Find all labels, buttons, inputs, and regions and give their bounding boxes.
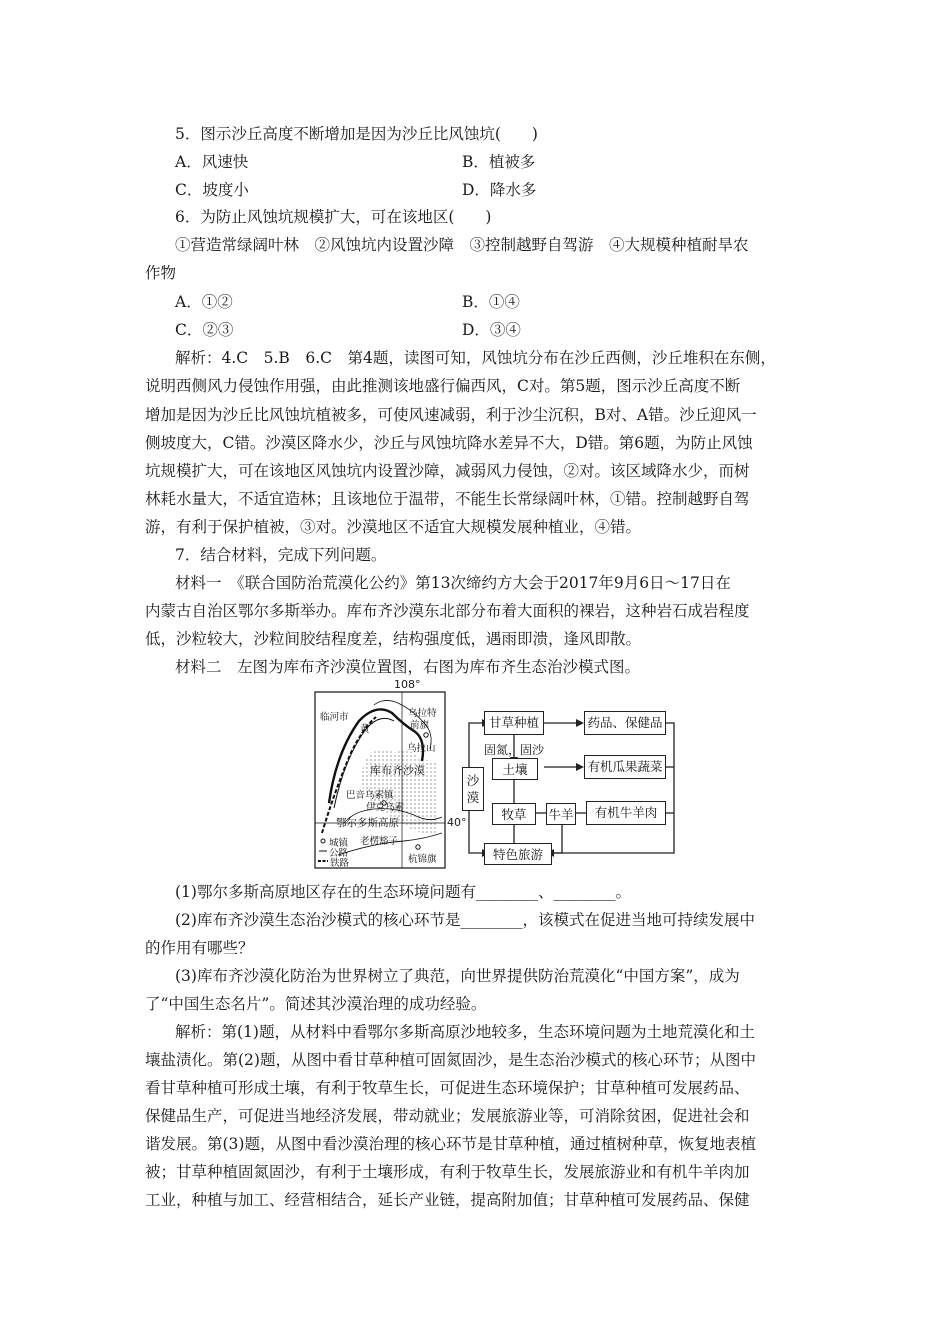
q5-option-a: A．风速快	[175, 153, 249, 171]
q5-option-c: C．坡度小	[175, 181, 249, 199]
q6-items: ①营造常绿阔叶林 ②风蚀坑内设置沙障 ③控制越野自驾游 ④大规模种植耐旱农	[175, 236, 749, 254]
town-dot	[416, 845, 420, 849]
analysis2-line: 壤盐渍化。第(2)题，从图中看甘草种植可固氮固沙，是生态治沙模式的核心环节；从图中	[145, 1051, 756, 1069]
q6-items-cont: 作物	[145, 264, 177, 282]
q7-sub2: (2)库布齐沙漠生态治沙模式的核心环节是________，该模式在促进当地可持续发展中	[175, 911, 755, 929]
lat-label: 40°	[447, 816, 467, 829]
q7-material2: 材料二 左图为库布齐沙漠位置图，右图为库布齐生态治沙模式图。	[175, 658, 641, 676]
figure	[314, 678, 694, 873]
flow-soil: 土壤	[492, 758, 538, 780]
map-place: 杭锦旗	[408, 854, 437, 865]
analysis2-line: 谐发展。第(3)题，从图中看沙漠治理的核心环节是甘草种植，通过植树种草，恢复地表植	[145, 1135, 756, 1153]
analysis2-line: 保健品生产，可促进当地经济发展，带动就业；发展旅游业等，可消除贫困，促进社会和	[145, 1107, 750, 1125]
town-dot	[424, 733, 428, 737]
analysis1-line: 说明西侧风力侵蚀作用强，由此推测该地盛行偏西风，C对。第5题，图示沙丘高度不断	[145, 377, 741, 395]
flow-forage: 牧草	[492, 803, 536, 825]
flow-medicine: 药品、保健品	[584, 711, 666, 735]
flow-meat: 有机牛羊肉	[586, 801, 666, 825]
flow-tourism: 特色旅游	[484, 843, 552, 865]
analysis1-line: 增加是因为沙丘比风蚀坑植被多，可使风速减弱，利于沙尘沉积，B对、A错。沙丘迎风一	[145, 406, 757, 424]
legend-town-symbol	[321, 839, 325, 843]
q7-sub3-cont: 了“中国生态名片”。简述其沙漠治理的成功经验。	[145, 995, 487, 1013]
flow-cattle: 牛羊	[546, 803, 576, 825]
analysis2-line: 被；甘草种植固氮固沙，有利于土壤形成，有利于牧草生长，发展旅游业和有机牛羊肉加	[145, 1163, 750, 1181]
q7-stem: 7．结合材料，完成下列问题。	[175, 546, 387, 564]
q7-material1: 内蒙古自治区鄂尔多斯举办。库布齐沙漠东北部分布着大面积的裸岩，这种岩石成岩程度	[145, 602, 750, 620]
analysis2-line: 解析：第(1)题，从材料中看鄂尔多斯高原沙地较多，生态环境问题为土地荒漠化和土	[175, 1023, 755, 1041]
q7-material1: 材料一 《联合国防治荒漠化公约》第13次缔约方大会于2017年9月6日～17日在	[175, 574, 731, 592]
flow-fix-label: 固氮，固沙	[484, 743, 545, 757]
flow-arrowheads	[482, 719, 593, 857]
map-place: 老楞豁子	[360, 836, 399, 847]
map-place: 乌拉山	[407, 743, 436, 754]
q6-option-b: B．①④	[462, 293, 520, 311]
analysis1-line: 解析：4.C 5.B 6.C 第4题，读图可知，风蚀坑分布在沙丘西侧，沙丘堆积在东侧，	[175, 349, 776, 367]
analysis2-line: 看甘草种植可形成土壤，有利于牧草生长，可促进生态环境保护；甘草种植可发展药品、	[145, 1079, 750, 1097]
q6-option-a: A．①②	[175, 293, 233, 311]
analysis1-line: 林耗水量大，不适宜造林；且该地位于温带，不能生长常绿阔叶林，①错。控制越野自驾	[145, 490, 750, 508]
flow-desert: 沙漠	[462, 767, 484, 811]
map-place: 乌拉特	[408, 708, 437, 719]
q7-sub2-cont: 的作用有哪些？	[145, 939, 254, 957]
analysis1-line: 游，有利于保护植被，③对。沙漠地区不适宜大规模发展种植业，④错。	[145, 518, 642, 536]
flow-licorice: 甘草种植	[484, 711, 544, 735]
analysis2-line: 工业，种植与加工、经营相结合，延长产业链，提高附加值；甘草种植可发展药品、保健	[145, 1191, 750, 1209]
map-place: 鄂尔多斯高原	[336, 817, 399, 829]
q5-stem: 5．图示沙丘高度不断增加是因为沙丘比风蚀坑( )	[175, 125, 538, 143]
q5-option-d: D．降水多	[462, 181, 537, 199]
analysis1-line: 坑规模扩大，可在该地区风蚀坑内设置沙障，减弱风力侵蚀，②对。该区域降水少，而树	[145, 462, 750, 480]
map-place: 库布齐沙漠	[370, 764, 425, 777]
map-place: 黄	[360, 724, 370, 735]
analysis1-line: 侧坡度大，C错。沙漠区降水少，沙丘与风蚀坑降水差异不大，D错。第6题，为防止风蚀	[145, 434, 753, 452]
flow-veg: 有机瓜果蔬菜	[584, 755, 666, 779]
map-place: 巴音乌素镇	[346, 790, 394, 801]
q6-option-c: C．②③	[175, 321, 234, 339]
legend-rail: 铁路	[330, 858, 350, 869]
legend-road: 公路	[329, 848, 349, 859]
lon-label: 108°	[394, 678, 421, 691]
legend-town: 城镇	[329, 838, 349, 849]
q6-option-d: D．③④	[462, 321, 521, 339]
map-place: 临河市	[320, 712, 349, 723]
q5-option-b: B．植被多	[462, 153, 536, 171]
q7-sub1: (1)鄂尔多斯高原地区存在的生态环境问题有________、________。	[175, 883, 631, 901]
map-place: 前旗	[410, 720, 430, 731]
q7-sub3: (3)库布齐沙漠化防治为世界树立了典范，向世界提供防治荒漠化“中国方案”，成为	[175, 967, 740, 985]
q6-stem: 6．为防止风蚀坑规模扩大，可在该地区( )	[175, 208, 492, 226]
q7-material1: 低，沙粒较大，沙粒间胶结程度差，结构强度低，遇雨即溃，逢风即散。	[145, 630, 642, 648]
map-place: 伊克乌素	[366, 802, 405, 813]
